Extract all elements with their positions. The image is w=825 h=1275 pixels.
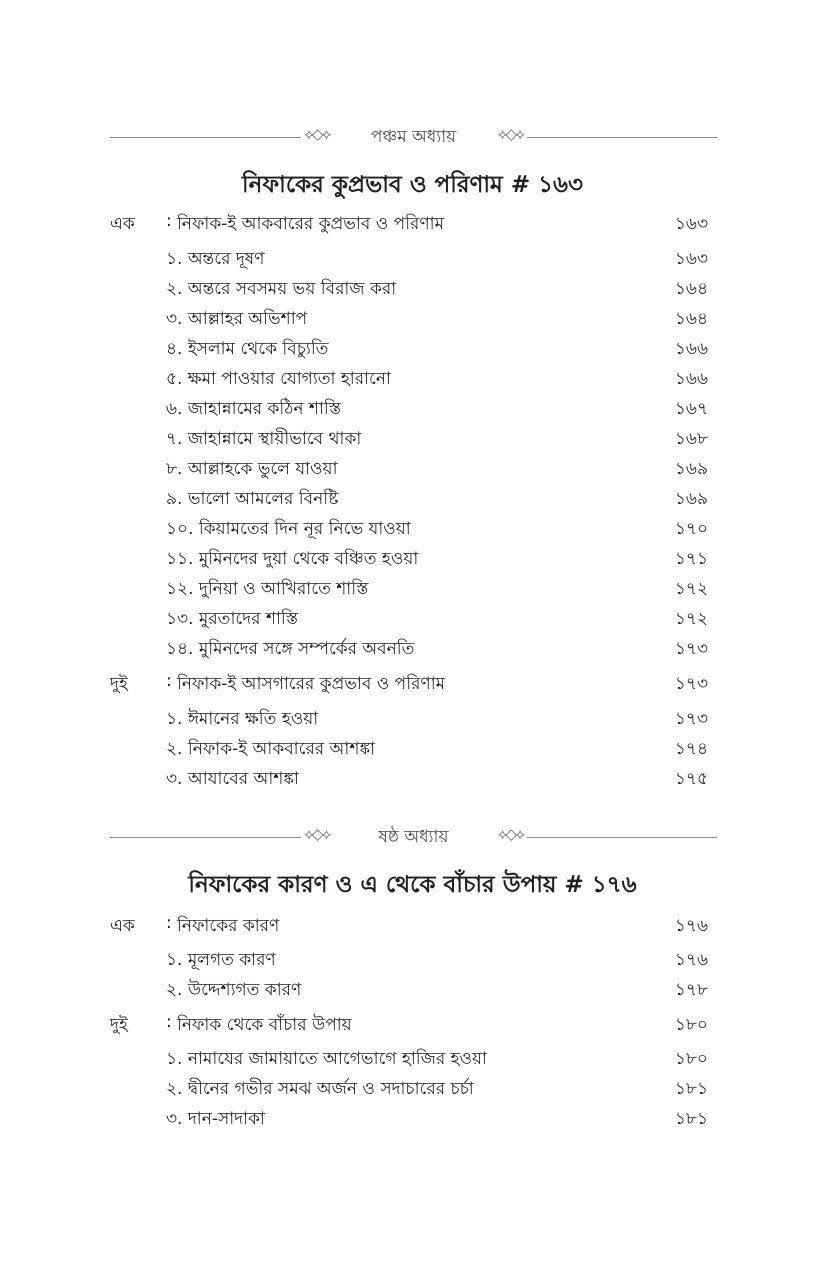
page-number: ১৭৬ [674,916,708,936]
toc-item-row[interactable] [0,246,825,274]
toc-item-row[interactable] [0,977,825,1005]
chapter-label: ষষ্ঠ অধ্যায় [378,827,449,847]
page-number: ১৭৩ [674,674,708,694]
item-text: ১১. মুমিনদের দুয়া থেকে বঞ্চিত হওয়া [166,549,419,569]
toc-item-row[interactable] [0,456,825,484]
section-title: নিফাক-ই আসগারের কুপ্রভাব ও পরিণাম [177,674,446,694]
page-number: ১৬৭ [674,399,708,419]
colon: : [166,1012,172,1032]
colon: : [166,671,172,691]
toc-item-row[interactable] [0,736,825,764]
toc-item-row[interactable] [0,546,825,574]
toc-item-row[interactable] [0,396,825,424]
item-text: ১. ঈমানের ক্ষতি হওয়া [166,709,319,729]
toc-item-row[interactable] [0,1106,825,1134]
item-text: ১. নামাযের জামায়াতে আগেভাগে হাজির হওয়া [166,1049,487,1069]
toc-section-row[interactable] [0,671,825,699]
item-text: ১০. কিয়ামতের দিন নূর নিভে যাওয়া [166,519,411,539]
item-text: ৯. ভালো আমলের বিনষ্টি [166,489,339,509]
toc-item-row[interactable] [0,606,825,634]
page-number: ১৬৬ [674,369,708,389]
chapter-title: নিফাকের কুপ্রভাব ও পরিণাম # ১৬৩ [242,172,583,198]
toc-item-row[interactable] [0,636,825,664]
toc-item-row[interactable] [0,306,825,334]
item-text: ৩. আযাবের আশঙ্কা [166,769,299,789]
page-number: ১৭১ [674,549,708,569]
page-number: ১৭৬ [674,950,708,970]
item-text: ৩. আল্লাহর অভিশাপ [166,309,308,329]
item-text: ৪. ইসলাম থেকে বিচ্যুতি [166,339,329,359]
page-number: ১৭০ [674,519,708,539]
section-label: দুই [110,674,128,694]
toc-item-row[interactable] [0,486,825,514]
toc-item-row[interactable] [0,336,825,364]
toc-item-row[interactable] [0,426,825,454]
item-text: ২. অন্তরে সবসময় ভয় বিরাজ করা [166,279,397,299]
item-text: ১. মূলগত কারণ [166,950,276,970]
colon: : [166,211,172,231]
page-number: ১৬৩ [674,249,708,269]
chapter-title: নিফাকের কারণ ও এ থেকে বাঁচার উপায় # ১৭৬ [188,872,637,898]
page-number: ১৬৩ [674,214,708,234]
page-number: ১৮১ [674,1109,708,1129]
section-title: নিফাক-ই আকবারের কুপ্রভাব ও পরিণাম [177,214,445,234]
page-number: ১৬৮ [674,429,708,449]
page-number: ১৭২ [674,609,708,629]
page-number: ১৬৪ [674,279,708,299]
divider-right [527,837,717,838]
toc-item-row[interactable] [0,766,825,794]
page-number: ১৭২ [674,579,708,599]
page-number: ১৬৪ [674,309,708,329]
chapter-label: পঞ্চম অধ্যায় [370,127,457,147]
ornament-icon: ⟡◇⟡ [304,825,330,843]
toc-item-row[interactable] [0,947,825,975]
page-number: ১৮১ [674,1079,708,1099]
item-text: ৩. দান-সাদাকা [166,1109,265,1129]
toc-item-row[interactable] [0,706,825,734]
toc-item-row[interactable] [0,1046,825,1074]
toc-section-row[interactable] [0,913,825,941]
page-number: ১৭৮ [674,980,708,1000]
item-text: ১২. দুনিয়া ও আখিরাতে শাস্তি [166,579,369,599]
section-label: দুই [110,1015,128,1035]
toc-item-row[interactable] [0,576,825,604]
page-number: ১৬৬ [674,339,708,359]
item-text: ৮. আল্লাহকে ভুলে যাওয়া [166,459,338,479]
item-text: ১. অন্তরে দূষণ [166,249,265,269]
item-text: ২. উদ্দেশ্যগত কারণ [166,980,302,1000]
item-text: ৭. জাহান্নামে স্থায়ীভাবে থাকা [166,429,362,449]
item-text: ২. দ্বীনের গভীর সমঝ অর্জন ও সদাচারের চর্চা [166,1079,474,1099]
toc-item-row[interactable] [0,276,825,304]
toc-item-row[interactable] [0,366,825,394]
item-text: ২. নিফাক-ই আকবারের আশঙ্কা [166,739,376,759]
item-text: ৬. জাহান্নামের কঠিন শাস্তি [166,399,341,419]
ornament-icon: ⟡◇⟡ [304,125,330,143]
page-number: ১৭৩ [674,639,708,659]
toc-item-row[interactable] [0,1076,825,1104]
ornament-icon: ⟡◇⟡ [497,125,523,143]
page-number: ১৬৯ [674,489,708,509]
ornament-icon: ⟡◇⟡ [497,825,523,843]
page-number: ১৭৩ [674,709,708,729]
page-number: ১৭৫ [674,769,708,789]
toc-section-row[interactable] [0,211,825,239]
colon: : [166,913,172,933]
section-title: নিফাক থেকে বাঁচার উপায় [177,1015,352,1035]
section-title: নিফাকের কারণ [177,916,280,936]
page-number: ১৮০ [674,1049,708,1069]
item-text: ১৪. মুমিনদের সঙ্গে সম্পর্কের অবনতি [166,639,415,659]
chapter-heading-5 [110,122,717,152]
page-number: ১৮০ [674,1015,708,1035]
section-label: এক [110,214,135,234]
item-text: ১৩. মুরতাদের শাস্তি [166,609,298,629]
page-number: ১৬৯ [674,459,708,479]
section-label: এক [110,916,135,936]
divider-right [527,137,717,138]
toc-section-row[interactable] [0,1012,825,1040]
chapter-heading-6 [110,822,717,852]
toc-item-row[interactable] [0,516,825,544]
page-number: ১৭৪ [674,739,708,759]
item-text: ৫. ক্ষমা পাওয়ার যোগ্যতা হারানো [166,369,391,389]
